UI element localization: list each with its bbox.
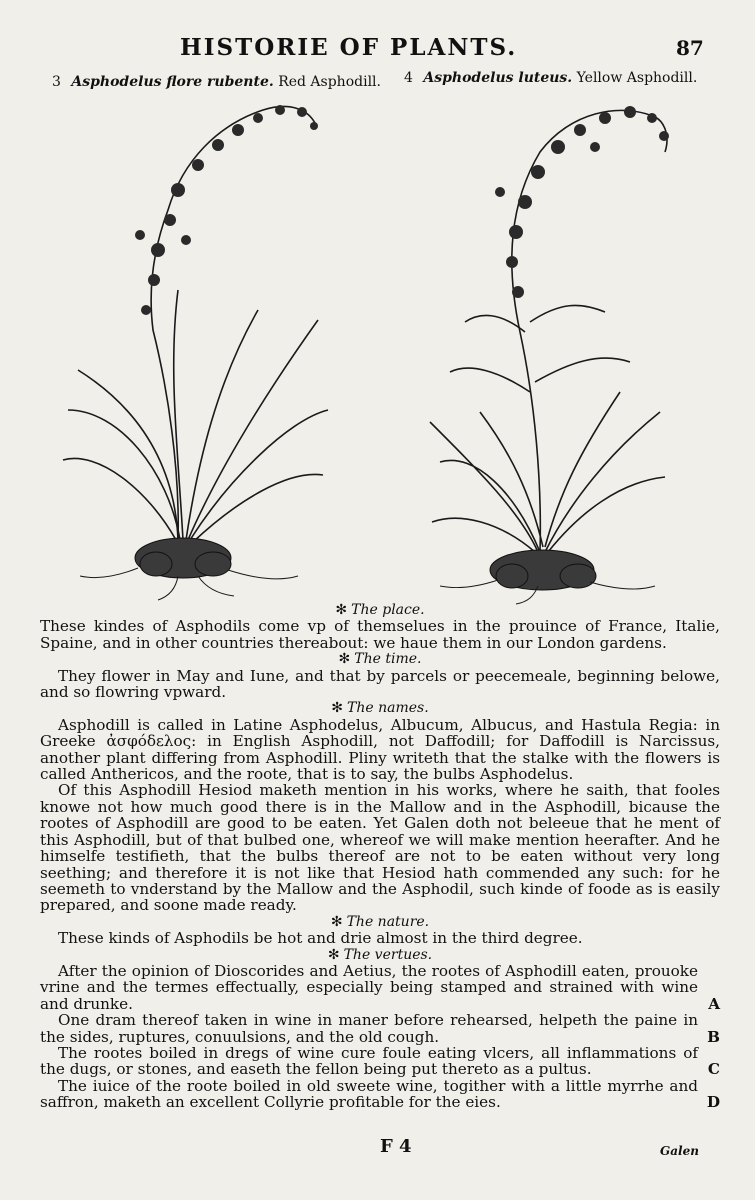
margin-letter-d: D bbox=[706, 1093, 720, 1112]
caption-right bbox=[404, 70, 697, 86]
heading-time: ✻ The time. bbox=[338, 651, 422, 668]
body-text bbox=[40, 602, 720, 1111]
page-footer bbox=[0, 1136, 755, 1166]
place-paragraph: These kindes of Asphodils come vp of themselues in the prouince of France, Italie, Spaine, and in other countries thereabout: we haue them in our London gardens. bbox=[40, 617, 720, 652]
asterisk-icon: ✻ bbox=[327, 946, 340, 963]
heading-place: ✻ The place. bbox=[335, 602, 425, 618]
asterisk-icon: ✻ bbox=[335, 602, 348, 618]
red-asphodill-illustration bbox=[58, 90, 338, 605]
vertue-d: The iuice of the roote boiled in old sweete wine, togither with a little myrrhe and saffron, maketh an excellent Collyrie profitable for the eies. D bbox=[40, 1076, 720, 1112]
time-paragraph: They flower in May and Iune, and that by parcels or peecemeale, beginning belowe, and so flowring vpward. bbox=[40, 666, 720, 702]
asterisk-icon: ✻ bbox=[330, 913, 343, 930]
page-number: 87 bbox=[676, 36, 704, 60]
asterisk-icon: ✻ bbox=[331, 700, 344, 717]
margin-letter-a: A bbox=[708, 994, 720, 1013]
caption-right-latin: Asphodelus luteus. bbox=[423, 70, 573, 86]
names-paragraph-2: Of this Asphodill Hesiod maketh mention in his works, where he saith, that fooles knowe not how much good there is in the Mallow and in the Asphodill, bicause the rootes of Asphodill are good to be eaten. Yet Galen doth not beleeue that he ment of this Asphodill, but of that bulbed one, whereof we will make mention heerafter. And he himselfe testifieth, that the bulbs thereof are not to be eaten without very long seething; and therefore it is not like that Hesiod hath commended any such: for he seemeth to vnderstand by the Mallow and the Asphodil, such kinde of foode as is easily prepared, and soone made ready. bbox=[40, 781, 720, 915]
vertue-b: One dram thereof taken in wine in maner before rehearsed, helpeth the paine in the sides, ruptures, conuulsions, and the old cough. B bbox=[40, 1011, 720, 1046]
signature-mark: F 4 bbox=[380, 1136, 412, 1157]
heading-names: ✻ The names. bbox=[331, 700, 429, 717]
nature-paragraph: These kinds of Asphodils be hot and drie almost in the third degree. bbox=[58, 929, 583, 948]
caption-left-english: Red Asphodill. bbox=[278, 74, 381, 90]
margin-letter-b: B bbox=[707, 1027, 720, 1046]
heading-nature: ✻ The nature. bbox=[330, 913, 430, 930]
names-paragraph-1: Asphodill is called in Latine Asphodelus, Albucum, Albucus, and Hastula Regia: in Greeke ἀσφόδελος: in English Asphodill, not Daffodill; for Daffodill is Narcissus, another plant differing from Asphodill. Pliny writeth that the stalke with the flowers is called Anthericos, and the roote, that is to say, the bulbs Asphodelus. bbox=[40, 715, 720, 784]
catchword: Galen bbox=[660, 1144, 699, 1158]
caption-right-number: 4 bbox=[404, 70, 413, 86]
vertue-a: After the opinion of Dioscorides and Aetius, the rootes of Asphodill eaten, prouoke vrine and the termes effectually, especially being stamped and strained with wine and drunke. A bbox=[40, 961, 720, 1013]
yellow-asphodill-illustration bbox=[420, 92, 670, 607]
caption-right-english: Yellow Asphodill. bbox=[576, 70, 698, 86]
margin-letter-c: C bbox=[707, 1060, 720, 1079]
vertue-c: The rootes boiled in dregs of wine cure foule eating vlcers, all inflammations of the dugs, or stones, and easeth the fellon being put thereto as a pultus. C bbox=[40, 1043, 720, 1079]
caption-left bbox=[52, 74, 381, 90]
caption-left-number: 3 bbox=[52, 74, 61, 90]
asterisk-icon: ✻ bbox=[338, 651, 351, 668]
heading-vertues: ✻ The vertues. bbox=[327, 946, 433, 963]
running-title: HISTORIE OF PLANTS. bbox=[180, 34, 518, 61]
caption-left-latin: Asphodelus flore rubente. bbox=[71, 74, 274, 90]
